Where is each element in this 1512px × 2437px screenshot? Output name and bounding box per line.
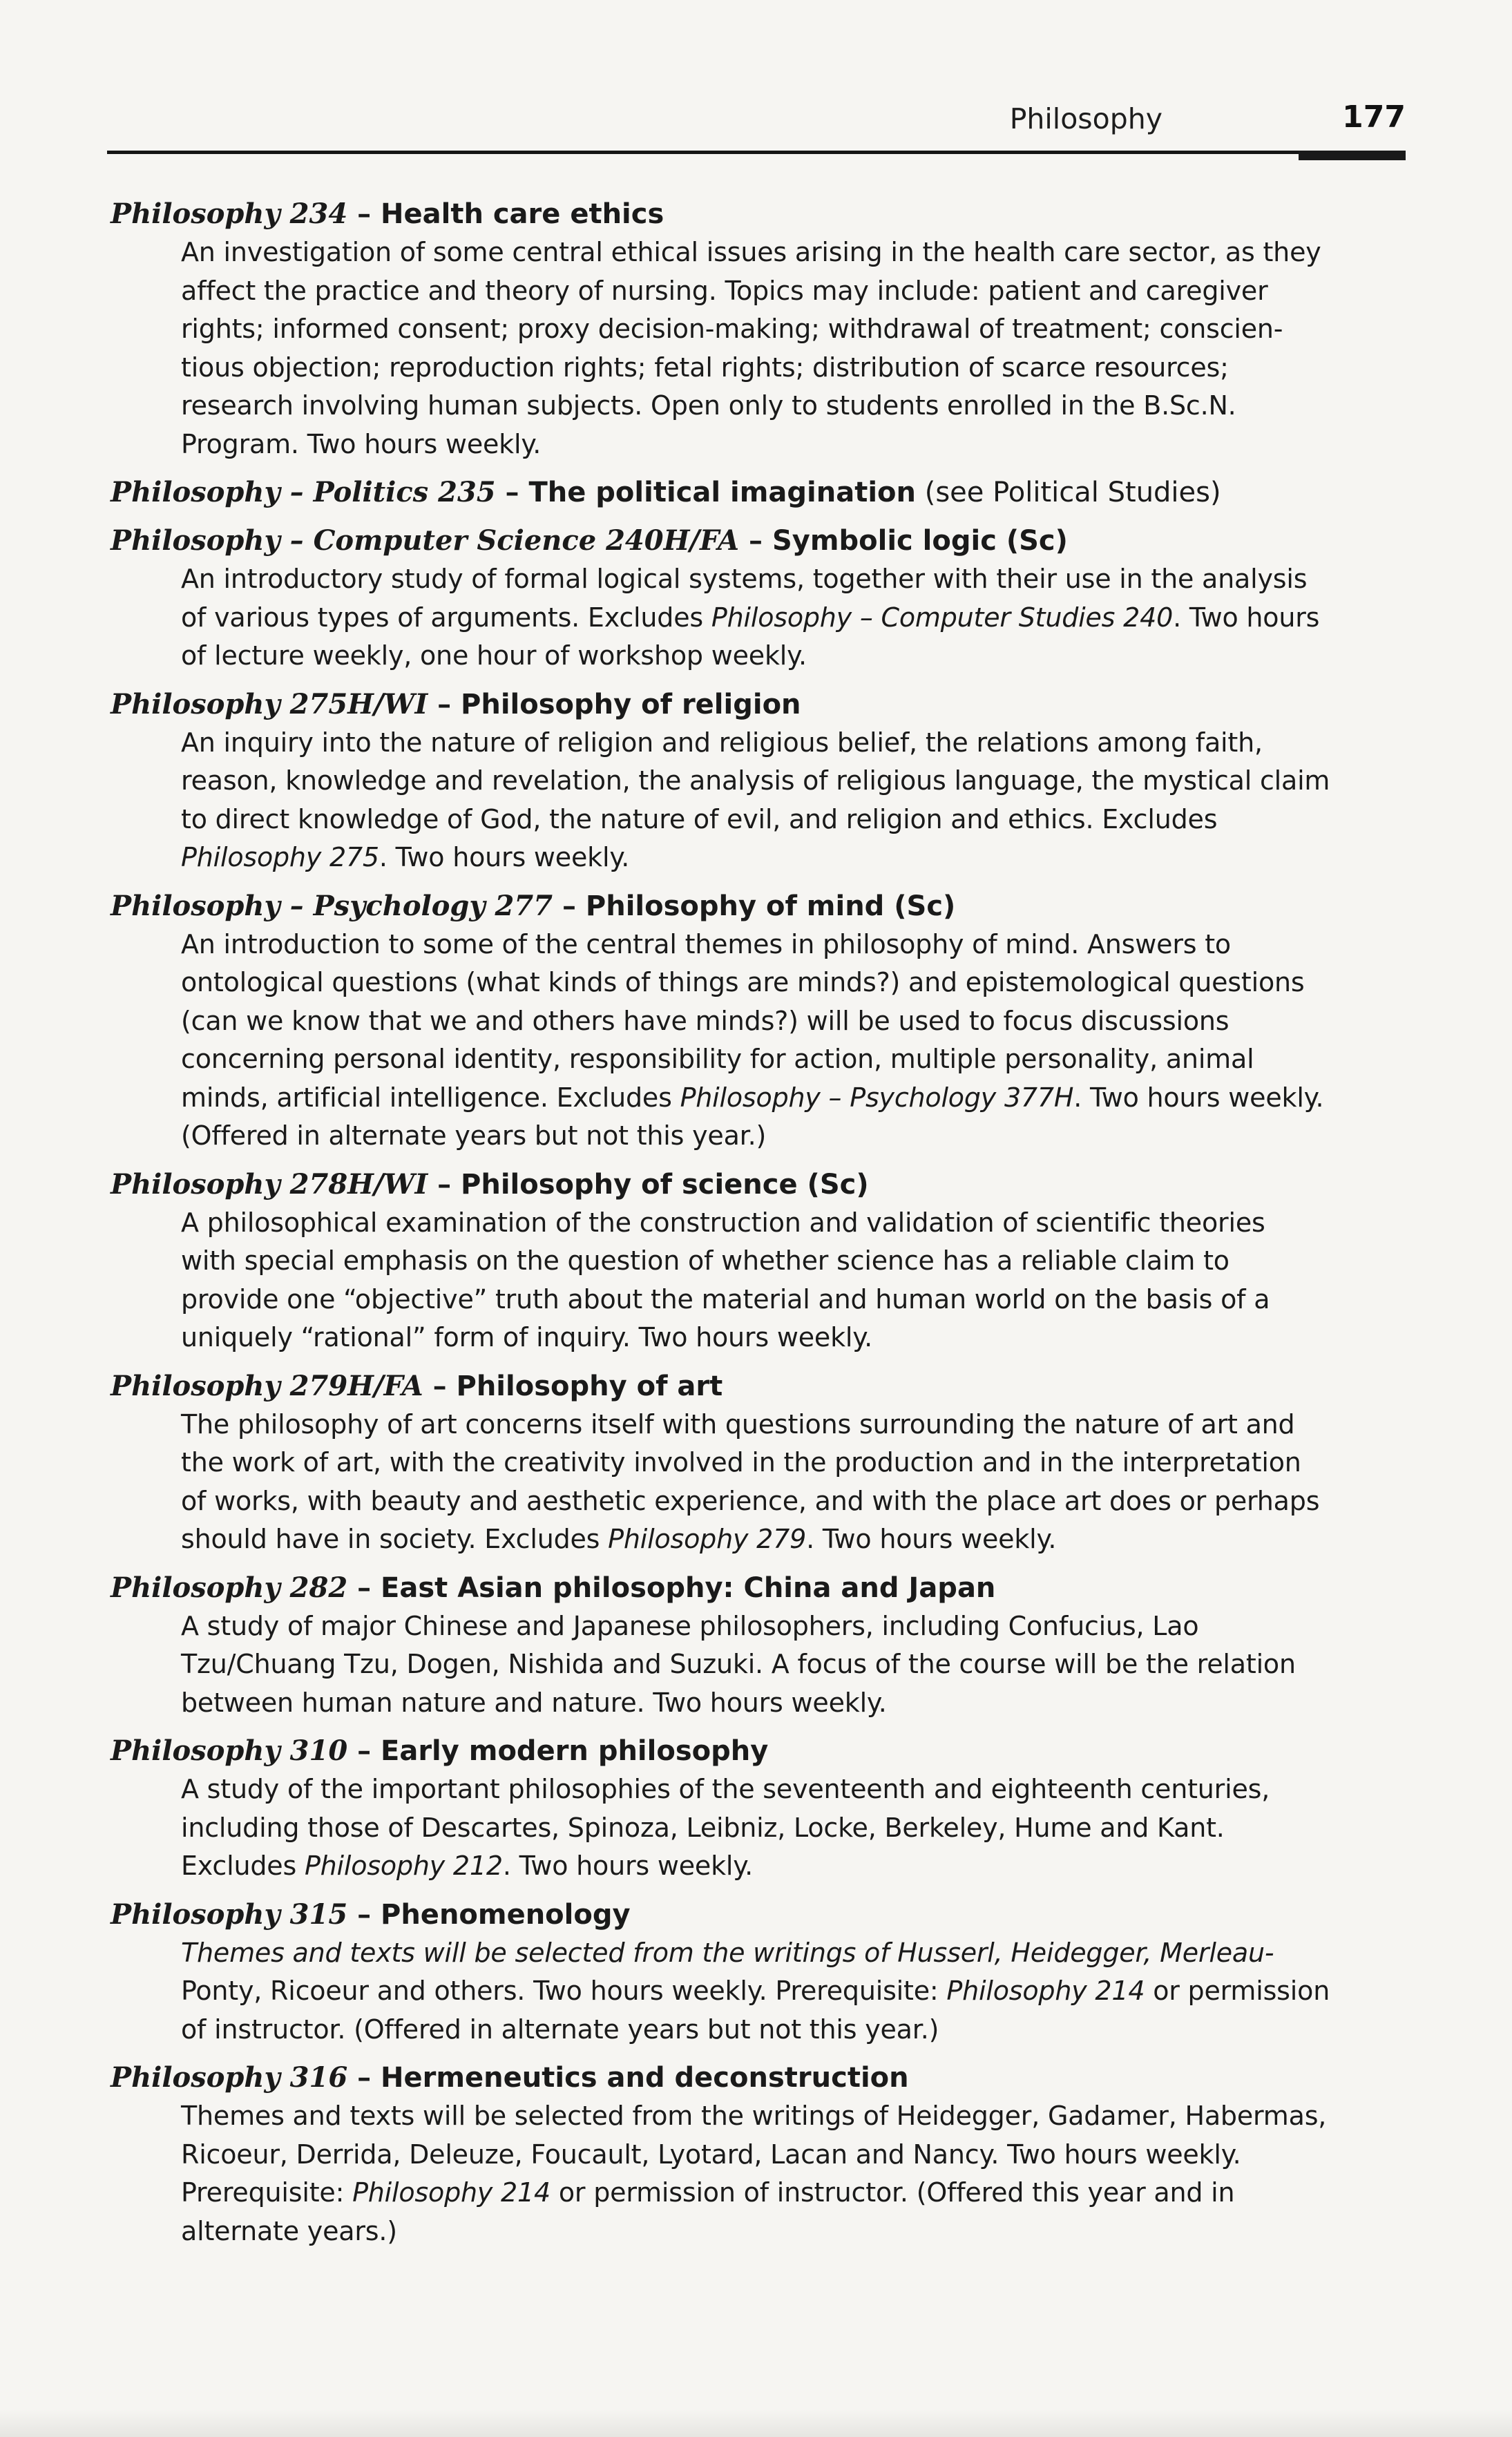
course-code: Philosophy 279H/FA (111, 1369, 423, 1402)
course-title: Hermeneutics and deconstruction (381, 2062, 909, 2094)
course-reference: Philosophy 214 (352, 2177, 551, 2208)
header-rule (107, 151, 1406, 154)
course-list (111, 195, 1395, 2260)
running-header (107, 97, 1406, 152)
course-code: Philosophy – Politics 235 (111, 476, 496, 508)
course-heading: Philosophy – Politics 235 – The political imagination (see Political Studies) (111, 476, 1221, 508)
description-text: An introduction to some of the central themes in philosophy of mind. Answers to ontological questions (what kinds of things are minds?) and epistemological questions (can we know that we and others have minds?) will be used to focus discussions concerning personal identity, responsibility for action, multiple personality, animal minds, artificial intelligence. Excludes (181, 928, 1305, 1113)
course-entry (111, 685, 1395, 877)
course-heading: Philosophy – Psychology 277 – Philosophy of mind (Sc) (111, 889, 956, 922)
course-description (181, 724, 1395, 877)
section-name: Philosophy (1009, 102, 1162, 135)
course-title: The political imagination (528, 477, 916, 508)
course-code: Philosophy 282 (111, 1571, 348, 1604)
page-number: 177 (1342, 99, 1406, 135)
course-heading: Philosophy 279H/FA – Philosophy of art (111, 1369, 723, 1402)
description-text: A philosophical examination of the construction and validation of scientific theories with special emphasis on the question of whether science has a reliable claim to provide one “objective” truth about the material and human world on the basis of a uniquely “rational” form of inquiry. Two hours weekly. (181, 1207, 1270, 1353)
scan-edge (0, 2409, 1512, 2437)
course-reference: Philosophy 212 (304, 1851, 503, 1881)
description-text: Ponty, Ricoeur and others. Two hours weekly. Prerequisite: (181, 1976, 939, 2006)
course-title: Philosophy of mind (Sc) (585, 890, 956, 922)
description-text: The philosophy of art concerns itself with questions surrounding the nature of art and the work of art, with the creativity involved in the production and in the interpretation of works, with beauty and aesthetic experience, and with the place art does or perhaps should have in society. Excludes (181, 1408, 1320, 1554)
course-entry (111, 1732, 1395, 1886)
course-code: Philosophy – Psychology 277 (111, 889, 553, 922)
description-text: A study of major Chinese and Japanese philosophers, including Confucius, Lao Tzu/Chuang Tzu, Dogen, Nishida and Suzuki. A focus of the course will be the relation between human nature and nature. Two hours weekly. (181, 1610, 1296, 1718)
course-title: Philosophy of religion (461, 688, 801, 720)
course-reference: Philosophy – Computer Studies 240 (711, 602, 1174, 633)
course-heading: Philosophy 275H/WI – Philosophy of religion (111, 687, 801, 720)
description-text: . Two hours weekly. (806, 1524, 1057, 1554)
course-heading: Philosophy 310 – Early modern philosophy (111, 1734, 769, 1767)
course-entry (111, 522, 1395, 676)
description-text: . Two hours weekly. (Offered in alternate years but not this year.) (181, 1082, 1324, 1151)
course-reference: Philosophy 214 (946, 1976, 1145, 2006)
course-title: Early modern philosophy (381, 1735, 769, 1767)
description-text: . Two hours weekly. (502, 1851, 754, 1881)
description-text: An inquiry into the nature of religion and religious belief, the relations among faith, reason, knowledge and revelation, the analysis of religious language, the mystical claim to direct knowledge of God, the nature of evil, and religion and ethics. Excludes (181, 727, 1330, 834)
header-rule-tab (1299, 151, 1406, 160)
course-description (181, 1770, 1395, 1886)
course-code: Philosophy 316 (111, 2061, 348, 2094)
description-text: or permission of instructor. (Offered this year and in alternate years.) (181, 2177, 1235, 2246)
course-description (181, 1406, 1395, 1559)
course-note: (see Political Studies) (916, 477, 1221, 508)
course-entry (111, 1165, 1395, 1357)
course-title: Health care ethics (381, 198, 664, 230)
course-code: Philosophy 275H/WI (111, 687, 428, 720)
course-reference: Philosophy – Psychology 377H (680, 1082, 1074, 1113)
course-entry (111, 1895, 1395, 2049)
description-text: or permission of instructor. (Offered in alternate years but not this year.) (181, 1976, 1330, 2045)
course-heading: Philosophy 316 – Hermeneutics and deconstruction (111, 2061, 909, 2094)
course-reference: Philosophy 279 (608, 1524, 807, 1554)
course-description (181, 1204, 1395, 1357)
course-heading: Philosophy 282 – East Asian philosophy: China and Japan (111, 1571, 996, 1604)
course-heading: Philosophy 234 – Health care ethics (111, 198, 664, 230)
course-description (181, 233, 1395, 463)
course-entry (111, 1569, 1395, 1723)
course-heading: Philosophy – Computer Science 240H/FA – Symbolic logic (Sc) (111, 524, 1068, 557)
course-reference: Themes and texts will be selected from the writings of Husserl, Heidegger, Merleau- (181, 1937, 1274, 1968)
course-description (181, 560, 1395, 676)
course-code: Philosophy 315 (111, 1898, 348, 1931)
course-title: East Asian philosophy: China and Japan (381, 1571, 996, 1604)
course-entry (111, 473, 1395, 512)
course-entry (111, 195, 1395, 463)
course-entry (111, 2058, 1395, 2250)
description-text: . Two hours weekly. (379, 842, 630, 872)
course-heading: Philosophy 278H/WI – Philosophy of science (Sc) (111, 1167, 869, 1201)
course-title: Philosophy of art (456, 1370, 723, 1402)
course-entry (111, 1367, 1395, 1559)
course-code: Philosophy 278H/WI (111, 1167, 428, 1201)
description-text: An introductory study of formal logical systems, together with their use in the analysis of various types of arguments. Excludes (181, 564, 1308, 633)
course-description (181, 1607, 1395, 1723)
course-description (181, 926, 1395, 1156)
description-text: Themes and texts will be selected from the writings of Heidegger, Gadamer, Habermas, Ricoeur, Derrida, Deleuze, Foucault, Lyotard, Lacan and Nancy. Two hours weekly. Prerequisite: (181, 2101, 1327, 2208)
course-code: Philosophy 310 (111, 1734, 348, 1767)
course-heading: Philosophy 315 – Phenomenology (111, 1898, 631, 1931)
course-code: Philosophy – Computer Science 240H/FA (111, 524, 740, 557)
course-title: Philosophy of science (Sc) (461, 1168, 869, 1201)
course-code: Philosophy 234 (111, 198, 348, 230)
course-reference: Philosophy 275 (181, 842, 379, 872)
course-title: Phenomenology (381, 1898, 631, 1931)
description-text: An investigation of some central ethical issues arising in the health care sector, as they affect the practice and theory of nursing. Topics may include: patient and caregiver rights; informed consent; proxy decision-making; withdrawal of treatment; conscien- tious objection; reproduction rights; fetal rights; distribution of scarce resources; research involving human subjects. Open only to students enrolled in the B.Sc.N. Program. Two hours weekly. (181, 237, 1321, 459)
course-description (181, 1934, 1395, 2049)
description-text: . Two hours of lecture weekly, one hour of workshop weekly. (181, 602, 1320, 671)
course-title: Symbolic logic (Sc) (772, 525, 1068, 557)
course-description (181, 2097, 1395, 2250)
description-text: A study of the important philosophies of the seventeenth and eighteenth centuries, including those of Descartes, Spinoza, Leibniz, Locke, Berkeley, Hume and Kant. Excludes (181, 1774, 1270, 1881)
course-entry (111, 887, 1395, 1156)
